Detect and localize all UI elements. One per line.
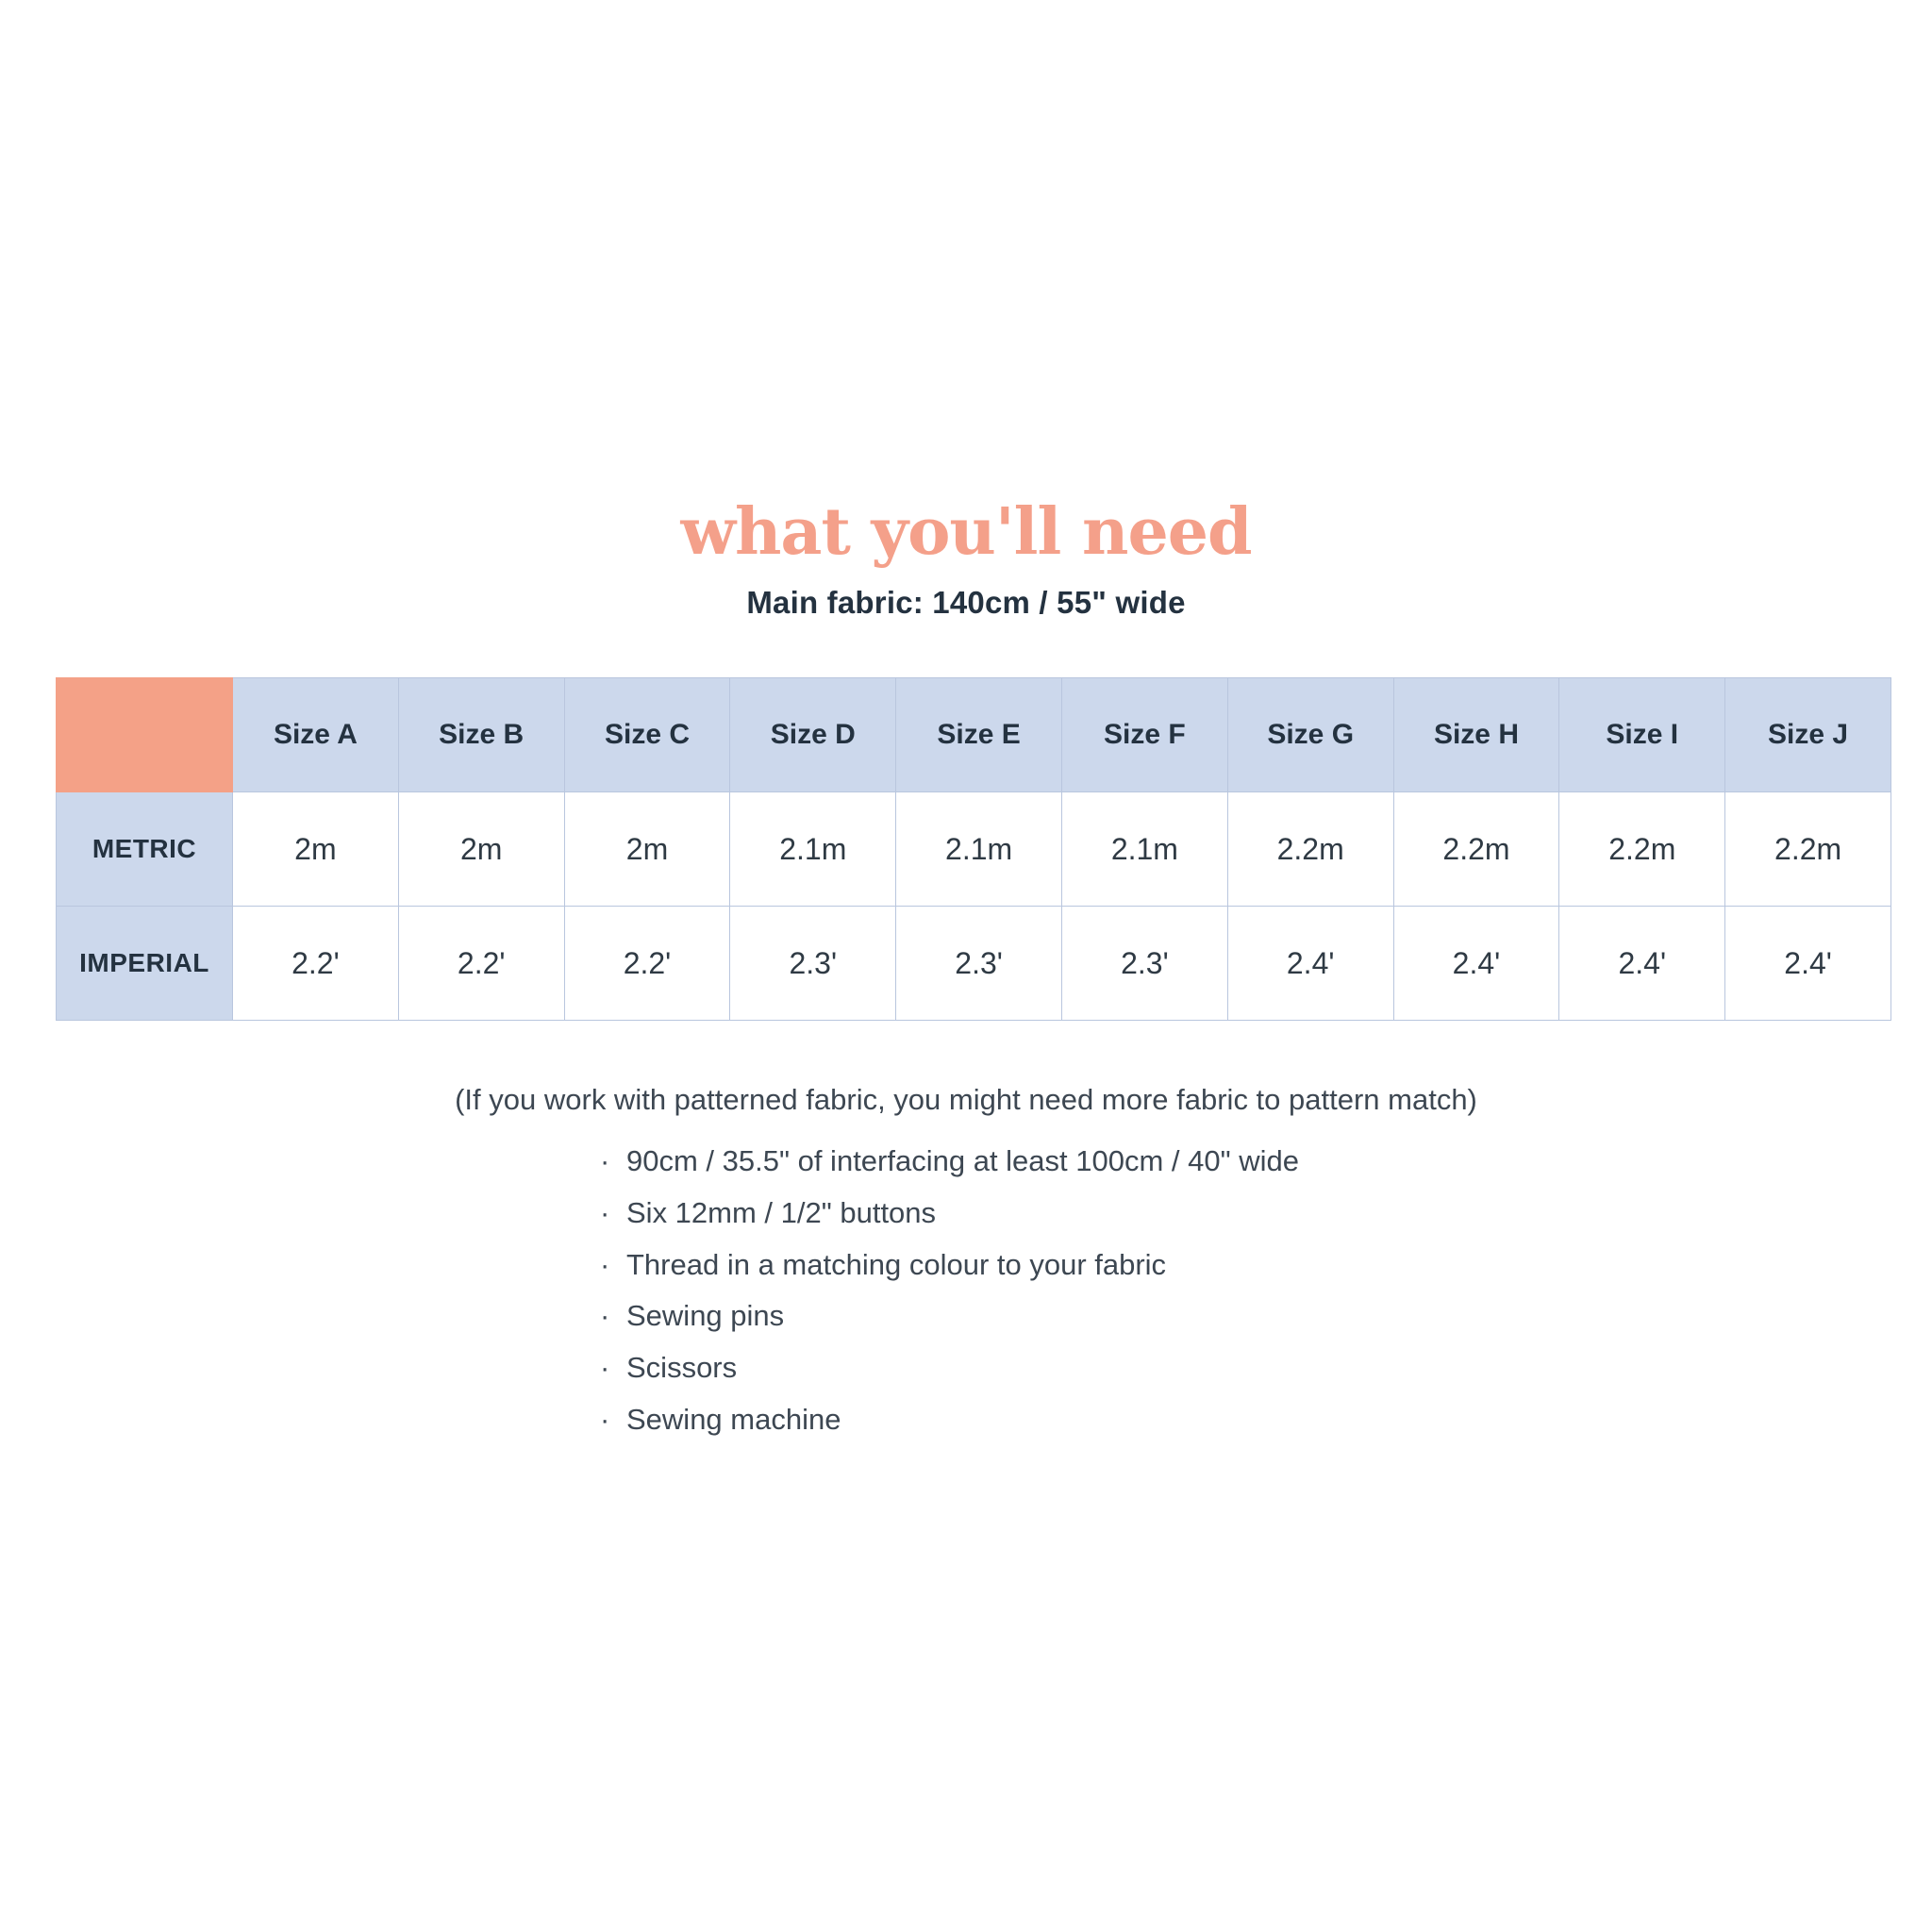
fabric-requirements-table-wrapper (41, 677, 1891, 1021)
cell-metric-size-i: 2.2m (1559, 792, 1725, 907)
bullet-icon: · (600, 1195, 610, 1229)
bullet-icon: · (600, 1351, 610, 1385)
table-body (57, 792, 1891, 1021)
list-item (594, 1400, 1632, 1441)
cell-imperial-size-g: 2.4' (1227, 907, 1393, 1021)
cell-metric-size-d: 2.1m (730, 792, 896, 907)
cell-metric-size-a: 2m (233, 792, 399, 907)
column-header-size-i: Size I (1559, 678, 1725, 792)
fabric-requirements-table (56, 677, 1891, 1021)
cell-imperial-size-f: 2.3' (1061, 907, 1227, 1021)
row-header-metric: METRIC (57, 792, 233, 907)
cell-imperial-size-d: 2.3' (730, 907, 896, 1021)
cell-metric-size-j: 2.2m (1725, 792, 1891, 907)
list-item-label: Thread in a matching colour to your fabric (626, 1247, 1167, 1281)
cell-metric-size-h: 2.2m (1393, 792, 1559, 907)
column-header-size-e: Size E (896, 678, 1062, 792)
list-item-label: Sewing pins (626, 1299, 785, 1333)
table-header-row (57, 678, 1891, 792)
page-subtitle: Main fabric: 140cm / 55" wide (746, 585, 1186, 620)
cell-metric-size-b: 2m (398, 792, 564, 907)
cell-imperial-size-i: 2.4' (1559, 907, 1725, 1021)
table-corner-cell (57, 678, 233, 792)
cell-metric-size-c: 2m (564, 792, 730, 907)
list-item (594, 1245, 1632, 1286)
list-item-label: 90cm / 35.5" of interfacing at least 100cm / 40" wide (626, 1144, 1299, 1177)
column-header-size-a: Size A (233, 678, 399, 792)
cell-imperial-size-e: 2.3' (896, 907, 1062, 1021)
bullet-icon: · (600, 1299, 610, 1333)
cell-imperial-size-j: 2.4' (1725, 907, 1891, 1021)
bullet-icon: · (600, 1402, 610, 1436)
header-block (0, 0, 1932, 621)
bullet-icon: · (600, 1144, 610, 1177)
table-header (57, 678, 1891, 792)
bullet-icon: · (600, 1247, 610, 1281)
list-item-label: Six 12mm / 1/2" buttons (626, 1195, 937, 1229)
page-title: what you'll need (680, 494, 1252, 570)
table-row (57, 907, 1891, 1021)
column-header-size-b: Size B (398, 678, 564, 792)
row-header-imperial: IMPERIAL (57, 907, 233, 1021)
cell-metric-size-g: 2.2m (1227, 792, 1393, 907)
cell-metric-size-e: 2.1m (896, 792, 1062, 907)
column-header-size-d: Size D (730, 678, 896, 792)
cell-imperial-size-c: 2.2' (564, 907, 730, 1021)
list-item (594, 1141, 1632, 1182)
cell-metric-size-f: 2.1m (1061, 792, 1227, 907)
list-item-label: Scissors (626, 1351, 738, 1385)
column-header-size-c: Size C (564, 678, 730, 792)
list-item (594, 1296, 1632, 1337)
cell-imperial-size-h: 2.4' (1393, 907, 1559, 1021)
column-header-size-h: Size H (1393, 678, 1559, 792)
column-header-size-j: Size J (1725, 678, 1891, 792)
list-item-label: Sewing machine (626, 1402, 841, 1436)
column-header-size-f: Size F (1061, 678, 1227, 792)
table-row (57, 792, 1891, 907)
cell-imperial-size-a: 2.2' (233, 907, 399, 1021)
supplies-list (594, 1141, 1632, 1441)
list-item (594, 1193, 1632, 1234)
cell-imperial-size-b: 2.2' (398, 907, 564, 1021)
column-header-size-g: Size G (1227, 678, 1393, 792)
list-item (594, 1348, 1632, 1389)
pattern-match-note: (If you work with patterned fabric, you might need more fabric to pattern match) (455, 1083, 1477, 1116)
